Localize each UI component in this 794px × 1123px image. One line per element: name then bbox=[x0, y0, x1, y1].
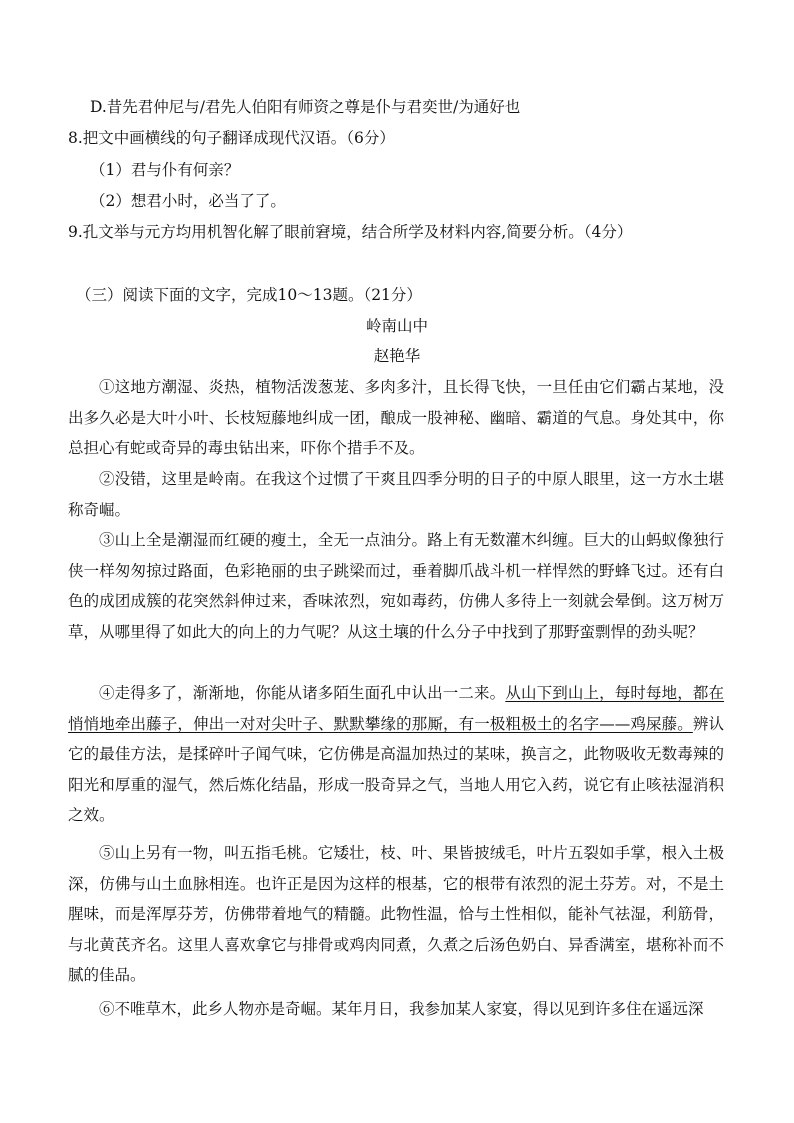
paragraph-5: ⑤山上另有一物，叫五指毛桃。它矮壮，枝、叶、果皆披绒毛，叶片五裂如手掌，根入土极深，仿佛与山土血脉相连。也许正是因为这样的根基，它的根带有浓烈的泥土芬芳。对，不是土腥味，而是浑厚芬芳，仿佛带着地气的精髓。此物性温，恰与土性相似，能补气祛湿，利筋骨，与北黄芪齐名。这里人喜欢拿它与排骨或鸡肉同煮，久煮之后汤色奶白、异香满室，堪称补而不腻的佳品。 bbox=[68, 844, 724, 984]
paragraph-4 bbox=[68, 678, 724, 831]
paragraph-4-rest: 辨认它的最佳方法，是揉碎叶子闻气味，它仿佛是高温加热过的某味，换言之，此物吸收无数毒辣的阳光和厚重的湿气，然后炼化结晶，形成一股奇异之气，当地人用它入药，说它有止咳祛湿消积之效。 bbox=[68, 714, 724, 824]
article-title: 岭南山中 bbox=[365, 317, 428, 335]
q8-item-2: （2）想君小时，必当了了。 bbox=[90, 192, 286, 210]
underlined-sentence: 从山下到山上，每时每地，都在悄悄地牵出藤子，伸出一对对尖叶子、默默攀缘的那厮，有一极粗极土的名字——鸡屎藤。 bbox=[68, 684, 724, 733]
paragraph-3: ③山上全是潮湿而红硬的瘦土，全无一点油分。路上有无数灌木纠缠。巨大的山蚂蚁像独行侠一样匆匆掠过路面，色彩艳丽的虫子跳梁而过，垂着脚爪战斗机一样悍然的野蜂飞过。还有白色的成团成簇的花突然斜伸过来，香味浓烈，宛如毒药，仿佛人多待上一刻就会晕倒。这万树万草，从哪里得了如此大的向上的力气呢？从这土壤的什么分子中找到了那野蛮剽悍的劲头呢？ bbox=[68, 531, 724, 641]
q8-item-1: （1）君与仆有何亲？ bbox=[90, 161, 240, 179]
paragraph-4-lead: ④走得多了，渐渐地，你能从诸多陌生面孔中认出一二来。 bbox=[99, 684, 506, 702]
q9-prompt: 9.孔文举与元方均用机智化解了眼前窘境，结合所学及材料内容,简要分析。（4分） bbox=[68, 223, 633, 241]
paragraph-1: ①这地方潮湿、炎热，植物活泼葱茏、多肉多汁，且长得飞快，一旦任由它们霸占某地，没出多久必是大叶小叶、长枝短藤地纠成一团，酿成一股神秘、幽暗、霸道的气息。身处其中，你总担心有蛇或奇异的毒虫钻出来，吓你个措手不及。 bbox=[68, 378, 724, 457]
section-heading: （三）阅读下面的文字，完成10～13题。（21分） bbox=[76, 286, 422, 304]
paragraph-6: ⑥不唯草木，此乡人物亦是奇崛。某年月日，我参加某人家宴，得以见到许多住在遥远深 bbox=[99, 1000, 704, 1018]
article-author: 赵艳华 bbox=[373, 347, 421, 365]
q8-prompt: 8.把文中画横线的句子翻译成现代汉语。（6分） bbox=[68, 129, 395, 147]
q7-option-d: D.昔先君仲尼与/君先人伯阳有师资之尊是仆与君奕世/为通好也 bbox=[90, 98, 521, 116]
paragraph-2: ②没错，这里是岭南。在我这个过惯了干爽且四季分明的日子的中原人眼里，这一方水土堪称奇崛。 bbox=[68, 470, 724, 519]
